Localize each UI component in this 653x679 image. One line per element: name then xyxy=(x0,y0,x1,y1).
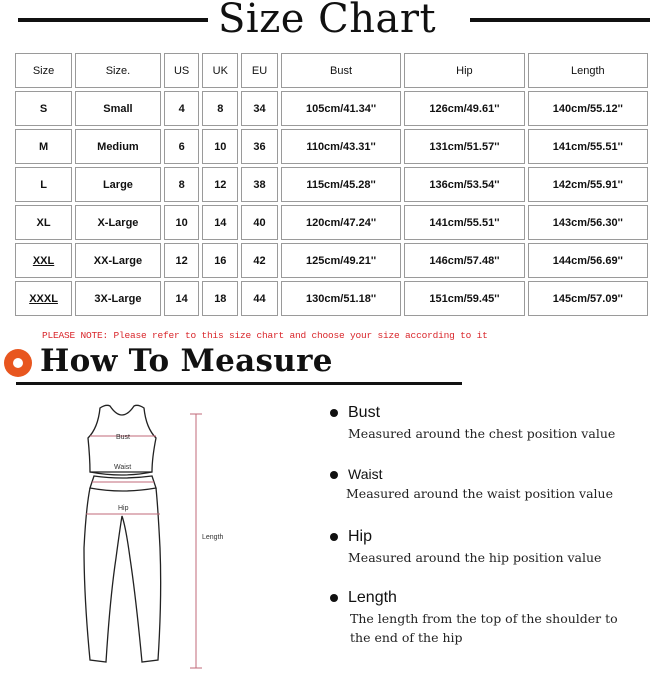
table-cell: 151cm/59.45'' xyxy=(404,281,524,316)
table-cell: 12 xyxy=(202,167,238,202)
figure-label-length: Length xyxy=(202,534,224,541)
section-divider xyxy=(16,382,462,385)
bullet-dot-icon xyxy=(330,471,338,479)
title-divider-right xyxy=(470,18,650,22)
table-cell: 3X-Large xyxy=(75,281,161,316)
table-cell: 36 xyxy=(241,129,278,164)
column-header: EU xyxy=(241,53,278,88)
bullet-dot-icon xyxy=(330,409,338,417)
table-cell: X-Large xyxy=(75,205,161,240)
figure-label-bust: Bust xyxy=(116,434,131,441)
table-cell: 126cm/49.61'' xyxy=(404,91,524,126)
table-cell: 10 xyxy=(164,205,200,240)
measure-item-desc: The length from the top of the shoulder to the end of the hip xyxy=(350,611,618,645)
column-header: UK xyxy=(202,53,238,88)
table-cell: 4 xyxy=(164,91,200,126)
table-cell: 144cm/56.69'' xyxy=(528,243,648,278)
table-cell: 143cm/56.30'' xyxy=(528,205,648,240)
bullet-dot-icon xyxy=(330,594,338,602)
measure-item-name: Length xyxy=(348,589,397,606)
target-bullet-icon xyxy=(4,349,32,377)
table-cell: L xyxy=(15,167,72,202)
size-note: PLEASE NOTE: Please refer to this size chart and choose your size according to it xyxy=(42,330,488,341)
table-row xyxy=(15,281,648,316)
column-header: US xyxy=(164,53,200,88)
measure-item-desc: Measured around the hip position value xyxy=(348,550,602,565)
table-row xyxy=(15,243,648,278)
title-divider-left xyxy=(18,18,208,22)
measure-item-name: Bust xyxy=(348,404,381,421)
table-cell: M xyxy=(15,129,72,164)
table-cell: Large xyxy=(75,167,161,202)
column-header: Size xyxy=(15,53,72,88)
column-header: Bust xyxy=(281,53,401,88)
size-code: XXL xyxy=(32,254,55,267)
bullet-dot-icon xyxy=(330,533,338,541)
measurement-figure xyxy=(60,398,260,678)
table-row xyxy=(15,91,648,126)
column-header: Size. xyxy=(75,53,161,88)
table-cell: S xyxy=(15,91,72,126)
table-cell: XL xyxy=(15,205,72,240)
figure-label-hip: Hip xyxy=(118,505,129,512)
column-header: Hip xyxy=(404,53,524,88)
measure-item-name: Hip xyxy=(348,528,373,545)
table-cell: 18 xyxy=(202,281,238,316)
table-cell: 8 xyxy=(164,167,200,202)
table-cell: 38 xyxy=(241,167,278,202)
how-to-measure-header xyxy=(4,345,464,387)
table-cell: 34 xyxy=(241,91,278,126)
table-cell: 6 xyxy=(164,129,200,164)
table-cell: 10 xyxy=(202,129,238,164)
table-cell: 136cm/53.54'' xyxy=(404,167,524,202)
size-chart-header xyxy=(0,0,653,46)
table-cell: 141cm/55.51'' xyxy=(404,205,524,240)
table-cell: 12 xyxy=(164,243,200,278)
table-cell: 8 xyxy=(202,91,238,126)
table-cell: 146cm/57.48'' xyxy=(404,243,524,278)
table-cell: 44 xyxy=(241,281,278,316)
column-header: Length xyxy=(528,53,648,88)
table-cell: 42 xyxy=(241,243,278,278)
measure-item-name: Waist xyxy=(348,466,383,482)
table-header-row xyxy=(15,53,648,88)
table-cell: XX-Large xyxy=(75,243,161,278)
size-chart-table xyxy=(12,50,651,319)
table-cell: 105cm/41.34'' xyxy=(281,91,401,126)
table-cell: 125cm/49.21'' xyxy=(281,243,401,278)
table-cell: 141cm/55.51'' xyxy=(528,129,648,164)
size-code: XXXL xyxy=(29,292,58,305)
page-title: Size Chart xyxy=(218,0,437,42)
table-cell: 40 xyxy=(241,205,278,240)
table-row xyxy=(15,129,648,164)
table-cell: 120cm/47.24'' xyxy=(281,205,401,240)
table-cell: 140cm/55.12'' xyxy=(528,91,648,126)
table-cell: 16 xyxy=(202,243,238,278)
table-cell: Small xyxy=(75,91,161,126)
table-cell: 145cm/57.09'' xyxy=(528,281,648,316)
measure-item-desc: Measured around the waist position value xyxy=(346,486,613,501)
measure-item-desc: Measured around the chest position value xyxy=(348,426,616,441)
table-cell: 142cm/55.91'' xyxy=(528,167,648,202)
table-cell xyxy=(15,281,72,316)
table-cell: 131cm/51.57'' xyxy=(404,129,524,164)
table-cell: 115cm/45.28'' xyxy=(281,167,401,202)
table-cell: Medium xyxy=(75,129,161,164)
figure-label-waist: Waist xyxy=(114,464,132,471)
section-title: How To Measure xyxy=(40,343,333,379)
table-cell: 14 xyxy=(202,205,238,240)
table-cell: 130cm/51.18'' xyxy=(281,281,401,316)
table-cell: 14 xyxy=(164,281,200,316)
table-row xyxy=(15,167,648,202)
table-cell xyxy=(15,243,72,278)
table-cell: 110cm/43.31'' xyxy=(281,129,401,164)
table-row xyxy=(15,205,648,240)
jumpsuit-outline-illustration xyxy=(60,398,260,678)
